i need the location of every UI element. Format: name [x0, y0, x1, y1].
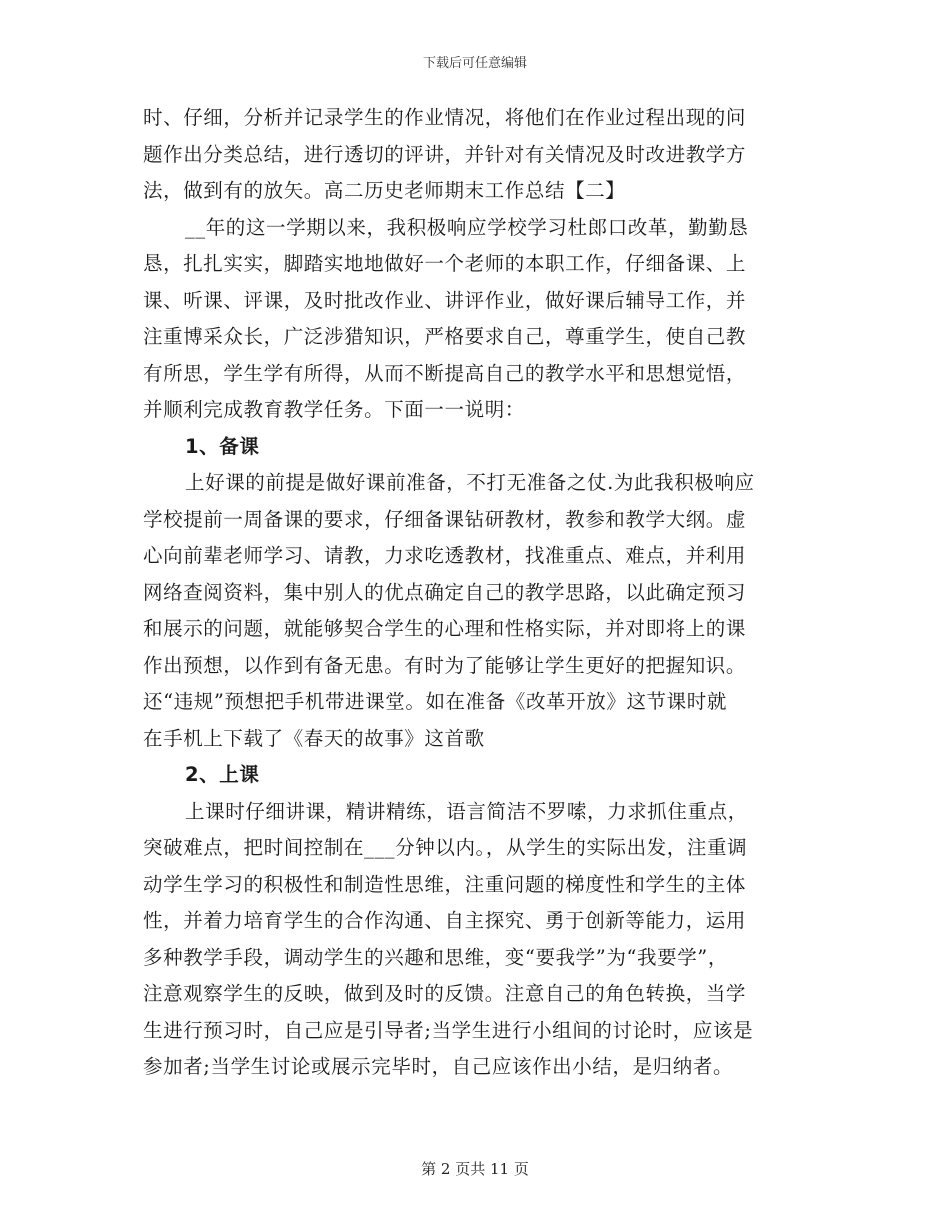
paragraph-line: 性，并着力培育学生的合作沟通、自主探究、勇于创新等能力，运用: [143, 909, 747, 932]
paragraph-line: 和展示的问题，就能够契合学生的心理和性格实际，并对即将上的课: [143, 617, 747, 640]
paragraph-line: 心向前辈老师学习、请教，力求吃透教材，找准重点、难点，并利用: [143, 544, 747, 567]
page-header: 下载后可任意编辑: [422, 56, 527, 71]
paragraph-line: 题作出分类总结，进行透切的评讲，并针对有关情况及时改进教学方: [143, 142, 747, 166]
paragraph-line: 有所思，学生学有所得，从而不断提高自己的教学水平和思想觉悟，: [143, 361, 747, 385]
paragraph-line: 恳，扎扎实实，脚踏实地地做好一个老师的本职工作，仔细备课、上: [143, 252, 747, 275]
paragraph-line: 课、听课、评课，及时批改作业、讲评作业，做好课后辅导工作，并: [143, 288, 747, 312]
document-body: [143, 100, 808, 1086]
paragraph-line: 学校提前一周备课的要求，仔细备课钻研教材，教参和教学大纲。虚: [143, 507, 747, 531]
paragraph-line: 突破难点，把时间控制在___分钟以内。，从学生的实际出发，注重调: [143, 836, 748, 859]
paragraph-line: 多种教学手段，调动学生的兴趣和思维，变“要我学”为“我要学”，: [143, 945, 728, 969]
paragraph-line: 上好课的前提是做好课前准备，不打无准备之仗.为此我积极响应: [185, 471, 755, 494]
paragraph-line: 注重博采众长，广泛涉猎知识，严格要求自己，尊重学生，使自己教: [143, 325, 747, 348]
section-heading: 2、上课: [185, 763, 260, 786]
paragraph-line: 生进行预习时，自己应是引导者;当学生进行小组间的讨论时，应该是: [143, 1018, 754, 1042]
paragraph-line: 网络查阅资料，集中别人的优点确定自己的教学思路，以此确定预习: [143, 580, 747, 604]
paragraph-line: 上课时仔细讲课，精讲精练，语言简洁不罗嗦，力求抓住重点，: [185, 799, 748, 823]
paragraph-line: 在手机上下载了《春天的故事》这首歌: [143, 726, 485, 750]
paragraph-line: __年的这一学期以来，我积极响应学校学习杜郎口改革，勤勤恳: [185, 215, 749, 239]
page-footer: 第 2 页共 11 页: [421, 1160, 529, 1178]
paragraph-line: 还“违规”预想把手机带进课堂。如在准备《改革开放》这节课时就: [143, 690, 727, 713]
paragraph-line: 参加者;当学生讨论或展示完毕时，自己应该作出小结，是归纳者。: [143, 1055, 734, 1078]
paragraph-line: 时、仔细，分析并记录学生的作业情况，将他们在作业过程出现的问: [143, 106, 747, 129]
section-heading: 1、备课: [185, 434, 260, 458]
paragraph-line: 注意观察学生的反映，做到及时的反馈。注意自己的角色转换，当学: [143, 982, 747, 1005]
paragraph-line: 作出预想，以作到有备无患。有时为了能够让学生更好的把握知识。: [143, 653, 747, 677]
paragraph-line: 并顺利完成教育教学任务。下面一一说明：: [143, 398, 525, 421]
paragraph-line: 动学生学习的积极性和制造性思维，注重问题的梯度性和学生的主体: [143, 872, 747, 896]
paragraph-line: 法，做到有的放矢。高二历史老师期末工作总结【二】: [143, 179, 626, 202]
